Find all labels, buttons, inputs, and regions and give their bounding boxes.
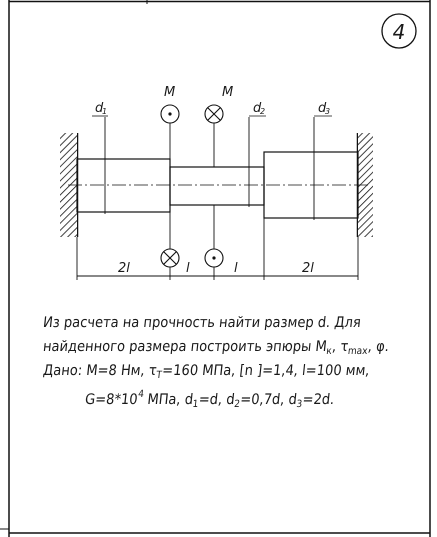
task-line-3: Дано: M=8 Нм, $\tau_Т=160$ МПа, [n ]=1,4, l=100 мм,	[42, 363, 371, 381]
svg-text:3: 3	[325, 107, 331, 116]
svg-text:2: 2	[260, 107, 266, 116]
task-line-4: $G=8*10^4$ МПа, $d_1=d$, $d_2=0,7d$, $d_3=2d$.	[84, 389, 336, 410]
shaft-section-d1	[77, 159, 170, 212]
problem-number: 4	[392, 20, 406, 44]
svg-text:d: d	[95, 101, 104, 116]
task-line-1: Из расчета на прочность найти размер d. Для	[42, 315, 362, 331]
moment-label-1: M	[164, 85, 176, 100]
segment-label-4: 2l	[302, 261, 314, 276]
label-d2	[249, 101, 266, 116]
moment-dot-icon	[205, 249, 223, 267]
svg-text:d: d	[318, 101, 327, 116]
segment-label-1: 2l	[118, 261, 130, 276]
shaft-section-d2	[170, 167, 264, 205]
svg-text:1: 1	[102, 107, 108, 116]
moment-label-2: M	[222, 85, 234, 100]
moment-dot-icon	[161, 105, 179, 123]
task-line-2: найденного размера построить эпюры $M_к$, $\tau_{max}$, φ.	[42, 339, 390, 357]
label-d1	[92, 101, 108, 116]
svg-text:d: d	[253, 101, 262, 116]
moment-cross-icon	[161, 249, 179, 267]
segment-label-3: l	[234, 261, 238, 276]
moment-cross-icon	[205, 105, 223, 123]
segment-label-2: l	[186, 261, 190, 276]
label-d3	[314, 101, 332, 116]
